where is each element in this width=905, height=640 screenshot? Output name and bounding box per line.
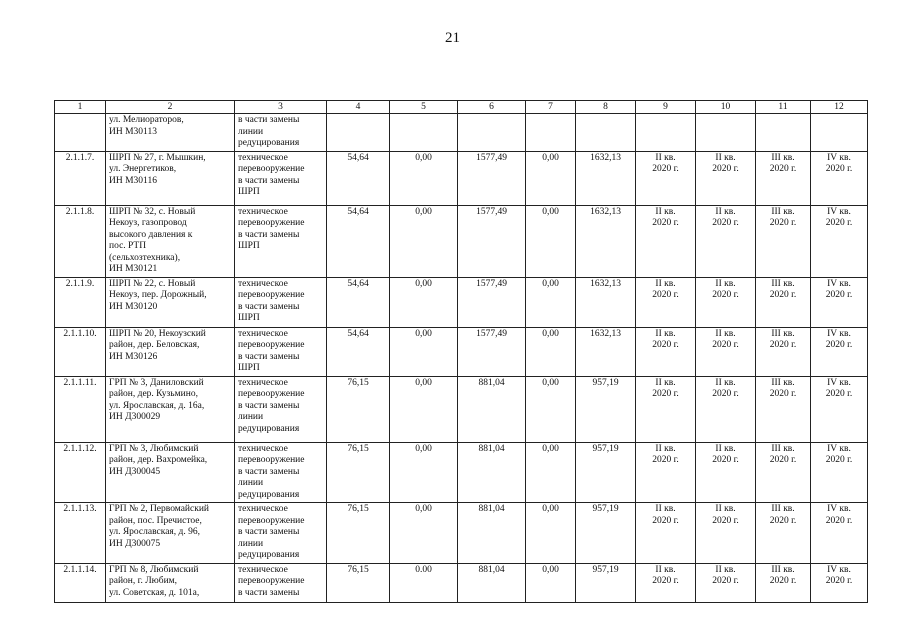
value-cell xyxy=(327,114,390,152)
quarter-cell: III кв. 2020 г. xyxy=(756,151,811,205)
value-cell: 1632,13 xyxy=(576,205,636,277)
table-header-row xyxy=(55,101,868,114)
table-row xyxy=(55,327,868,376)
quarter-cell: II кв. 2020 г. xyxy=(696,277,756,327)
value-cell: 0,00 xyxy=(390,442,458,503)
work-type-cell: техническое перевооружение в части замены ШРП xyxy=(235,205,327,277)
value-cell xyxy=(390,114,458,152)
work-type-cell: техническое перевооружение в части замены ШРП xyxy=(235,327,327,376)
quarter-cell xyxy=(696,114,756,152)
quarter-cell xyxy=(636,114,696,152)
value-cell: 76,15 xyxy=(327,376,390,442)
work-type-cell: техническое перевооружение в части замены ШРП xyxy=(235,151,327,205)
value-cell: 0,00 xyxy=(390,376,458,442)
quarter-cell: II кв. 2020 г. xyxy=(636,376,696,442)
value-cell: 1632,13 xyxy=(576,277,636,327)
quarter-cell: II кв. 2020 г. xyxy=(696,563,756,602)
header-cell: 11 xyxy=(756,101,811,114)
quarter-cell: II кв. 2020 г. xyxy=(636,151,696,205)
value-cell: 54,64 xyxy=(327,205,390,277)
quarter-cell: IV кв. 2020 г. xyxy=(811,277,868,327)
quarter-cell: IV кв. 2020 г. xyxy=(811,151,868,205)
header-cell: 8 xyxy=(576,101,636,114)
value-cell: 881,04 xyxy=(458,442,526,503)
quarter-cell: III кв. 2020 г. xyxy=(756,376,811,442)
quarter-cell: II кв. 2020 г. xyxy=(696,376,756,442)
table-body xyxy=(55,101,868,603)
table-row xyxy=(55,503,868,564)
row-number-cell: 2.1.1.7. xyxy=(55,151,106,205)
object-name-cell: ШРП № 32, с. Новый Некоуз, газопровод высокого давления к пос. РТП (сельхозтехника), ИН М30121 xyxy=(106,205,235,277)
value-cell: 1632,13 xyxy=(576,151,636,205)
object-name-cell: ГРП № 3, Даниловский район, дер. Кузьмино, ул. Ярославская, д. 16а, ИН Д300029 xyxy=(106,376,235,442)
value-cell xyxy=(526,114,576,152)
quarter-cell: IV кв. 2020 г. xyxy=(811,376,868,442)
quarter-cell: III кв. 2020 г. xyxy=(756,442,811,503)
row-number-cell: 2.1.1.12. xyxy=(55,442,106,503)
value-cell: 957,19 xyxy=(576,442,636,503)
value-cell: 0,00 xyxy=(526,151,576,205)
quarter-cell: II кв. 2020 г. xyxy=(696,327,756,376)
quarter-cell: III кв. 2020 г. xyxy=(756,205,811,277)
value-cell: 54,64 xyxy=(327,327,390,376)
work-type-cell: техническое перевооружение в части замены линии редуцирования xyxy=(235,442,327,503)
value-cell: 0,00 xyxy=(526,376,576,442)
value-cell: 0,00 xyxy=(390,151,458,205)
work-type-cell: техническое перевооружение в части замены xyxy=(235,563,327,602)
header-cell: 1 xyxy=(55,101,106,114)
quarter-cell: IV кв. 2020 г. xyxy=(811,205,868,277)
quarter-cell: III кв. 2020 г. xyxy=(756,327,811,376)
header-cell: 12 xyxy=(811,101,868,114)
investment-table xyxy=(54,100,868,603)
work-type-cell: в части замены линии редуцирования xyxy=(235,114,327,152)
object-name-cell: ШРП № 20, Некоузский район, дер. Беловская, ИН М30126 xyxy=(106,327,235,376)
quarter-cell: IV кв. 2020 г. xyxy=(811,442,868,503)
table-row xyxy=(55,114,868,152)
value-cell: 957,19 xyxy=(576,563,636,602)
quarter-cell: II кв. 2020 г. xyxy=(636,442,696,503)
work-type-cell: техническое перевооружение в части замены ШРП xyxy=(235,277,327,327)
value-cell: 0,00 xyxy=(526,503,576,564)
object-name-cell: ШРП № 22, с. Новый Некоуз, пер. Дорожный, ИН М30120 xyxy=(106,277,235,327)
row-number-cell: 2.1.1.10. xyxy=(55,327,106,376)
value-cell: 0,00 xyxy=(526,563,576,602)
quarter-cell: IV кв. 2020 г. xyxy=(811,563,868,602)
quarter-cell: II кв. 2020 г. xyxy=(636,327,696,376)
table-row xyxy=(55,376,868,442)
value-cell: 0,00 xyxy=(526,205,576,277)
header-cell: 6 xyxy=(458,101,526,114)
value-cell: 76,15 xyxy=(327,442,390,503)
value-cell: 76,15 xyxy=(327,503,390,564)
header-cell: 5 xyxy=(390,101,458,114)
table-row xyxy=(55,563,868,602)
header-cell: 3 xyxy=(235,101,327,114)
object-name-cell: ул. Мелиораторов, ИН М30113 xyxy=(106,114,235,152)
header-cell: 7 xyxy=(526,101,576,114)
row-number-cell: 2.1.1.9. xyxy=(55,277,106,327)
header-cell: 10 xyxy=(696,101,756,114)
table-row xyxy=(55,151,868,205)
quarter-cell: II кв. 2020 г. xyxy=(636,205,696,277)
header-cell: 9 xyxy=(636,101,696,114)
row-number-cell: 2.1.1.14. xyxy=(55,563,106,602)
value-cell: 0,00 xyxy=(390,277,458,327)
value-cell: 0,00 xyxy=(390,327,458,376)
quarter-cell: II кв. 2020 г. xyxy=(636,503,696,564)
value-cell: 0,00 xyxy=(390,503,458,564)
object-name-cell: ШРП № 27, г. Мышкин, ул. Энергетиков, ИН М30116 xyxy=(106,151,235,205)
quarter-cell xyxy=(811,114,868,152)
object-name-cell: ГРП № 3, Любимский район, дер. Вахромейка, ИН Д300045 xyxy=(106,442,235,503)
value-cell: 1577,49 xyxy=(458,277,526,327)
value-cell: 881,04 xyxy=(458,563,526,602)
value-cell xyxy=(458,114,526,152)
table-row xyxy=(55,277,868,327)
page-number: 21 xyxy=(445,30,460,46)
value-cell: 54,64 xyxy=(327,277,390,327)
value-cell: 957,19 xyxy=(576,376,636,442)
value-cell: 881,04 xyxy=(458,376,526,442)
value-cell: 1632,13 xyxy=(576,327,636,376)
value-cell: 0,00 xyxy=(390,205,458,277)
row-number-cell: 2.1.1.8. xyxy=(55,205,106,277)
value-cell: 76,15 xyxy=(327,563,390,602)
table-row xyxy=(55,442,868,503)
quarter-cell: II кв. 2020 г. xyxy=(696,442,756,503)
quarter-cell: III кв. 2020 г. xyxy=(756,277,811,327)
value-cell: 54,64 xyxy=(327,151,390,205)
work-type-cell: техническое перевооружение в части замены линии редуцирования xyxy=(235,376,327,442)
value-cell: 0.00 xyxy=(390,563,458,602)
table-row xyxy=(55,205,868,277)
quarter-cell: IV кв. 2020 г. xyxy=(811,327,868,376)
quarter-cell: II кв. 2020 г. xyxy=(696,151,756,205)
object-name-cell: ГРП № 2, Первомайский район, пос. Пречистое, ул. Ярославская, д. 96, ИН Д300075 xyxy=(106,503,235,564)
quarter-cell: II кв. 2020 г. xyxy=(696,205,756,277)
quarter-cell xyxy=(756,114,811,152)
header-cell: 4 xyxy=(327,101,390,114)
object-name-cell: ГРП № 8, Любимский район, г. Любим, ул. Советская, д. 101а, xyxy=(106,563,235,602)
value-cell: 0,00 xyxy=(526,442,576,503)
row-number-cell: 2.1.1.11. xyxy=(55,376,106,442)
quarter-cell: III кв. 2020 г. xyxy=(756,563,811,602)
row-number-cell: 2.1.1.13. xyxy=(55,503,106,564)
value-cell: 1577,49 xyxy=(458,205,526,277)
quarter-cell: II кв. 2020 г. xyxy=(636,563,696,602)
value-cell: 1577,49 xyxy=(458,151,526,205)
quarter-cell: III кв. 2020 г. xyxy=(756,503,811,564)
value-cell: 1577,49 xyxy=(458,327,526,376)
value-cell: 881,04 xyxy=(458,503,526,564)
value-cell: 957,19 xyxy=(576,503,636,564)
value-cell: 0,00 xyxy=(526,277,576,327)
quarter-cell: IV кв. 2020 г. xyxy=(811,503,868,564)
quarter-cell: II кв. 2020 г. xyxy=(636,277,696,327)
quarter-cell: II кв. 2020 г. xyxy=(696,503,756,564)
value-cell xyxy=(576,114,636,152)
header-cell: 2 xyxy=(106,101,235,114)
value-cell: 0,00 xyxy=(526,327,576,376)
work-type-cell: техническое перевооружение в части замены линии редуцирования xyxy=(235,503,327,564)
row-number-cell xyxy=(55,114,106,152)
